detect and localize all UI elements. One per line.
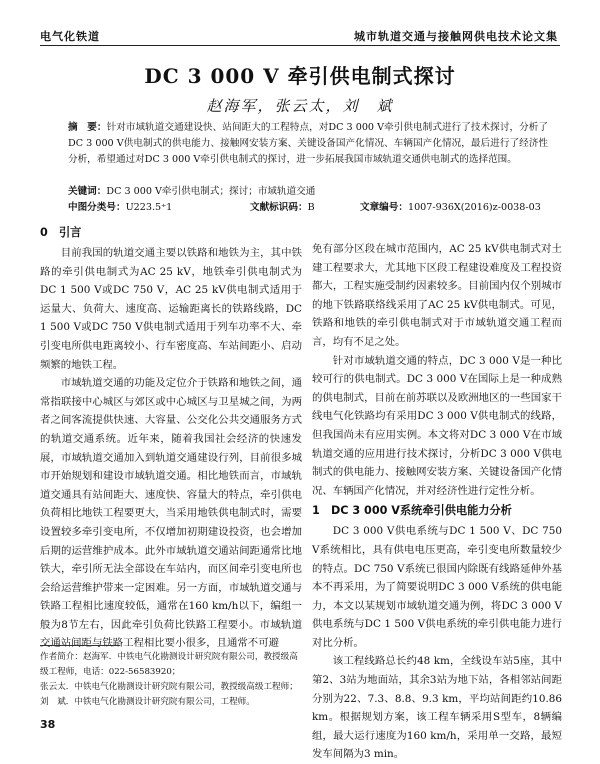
- page-number: 38: [40, 718, 56, 731]
- footnote-line-3: 刘 斌．中铁电气化勘测设计研究院有限公司，工程师。: [40, 697, 255, 707]
- doc-code: [250, 200, 315, 216]
- clc-number: [68, 200, 172, 216]
- abstract-label: 摘 要：: [68, 122, 107, 133]
- clc-value: U223.5⁺1: [125, 202, 173, 213]
- intro-paragraph-1: 目前我国的轨道交通主要以铁路和地铁为主，其中铁路的牵引供电制式为AC 25 kV，地铁牵引供电制式为DC 1 500 V或DC 750 V，AC 25 kV供电制式适用于运量大、负荷大、速度高、运输距离长的铁路线路，DC 1 500 V或DC 750 V供电制式适用于列车功率不大、牵引变电所供电距离较小、行车密度高、车站间距小、启动频繁的地铁工程。: [40, 247, 302, 371]
- header-rule: [40, 45, 560, 46]
- abstract-text: 针对市域轨道交通建设快、站间距大的工程特点，对DC 3 000 V牵引供电制式进行了技术探讨，分析了DC 3 000 V供电制式的供电能力、接触网安装方案、关键设备国产化情况、车辆国产化情况，最后进行了经济性分析，希望通过对DC 3 000 V牵引供电制式的探讨，进一步拓展我国市域轨道交通供电制式的选择范围。: [68, 122, 548, 165]
- right-paragraph-2: 针对市域轨道交通的特点，DC 3 000 V是一种比较可行的供电制式。DC 3 000 V在国际上是一种成熟的供电制式，目前在前苏联以及欧洲地区的一些国家干线电气化铁路均有采用DC 3 000 V供电制式的线路，但我国尚未有应用实例。本文将对DC 3 000 V在市域轨道交通的应用进行技术探讨，分析DC 3 000 V供电制式的供电能力、接触网安装方案、关键设备国产化情况、车辆国产化情况，并对经济性进行定性分析。: [312, 354, 562, 497]
- article-title: DC 3 000 V 牵引供电制式探讨: [144, 64, 456, 88]
- section-1-paragraph-1: DC 3 000 V供电系统与DC 1 500 V、DC 750 V系统相比，具有供电电压更高，牵引变电所数量较少的特点。DC 750 V系统已很国内除既有线路延伸外基本不再采用，为了简要说明DC 3 000 V系统的供电能力，本文以某规划市域轨道交通为例，将DC 3 000 V供电系统与DC 1 500 V供电系统的牵引供电能力进行对比分析。: [312, 525, 562, 649]
- intro-heading: 0 引言: [40, 226, 82, 239]
- keywords: [68, 184, 548, 200]
- right-paragraph-1: 免有部分区段在城市范围内，AC 25 kV供电制式对土建工程要求大，尤其地下区段工程建设难度及工程投资都大，工程实施受制约因素较多。目前国内仅个别城市的地下铁路联络线采用了AC 25 kV供电制式。可见，铁路和地铁的牵引供电制式对于市域轨道交通工程而言，均有不足之处。: [312, 243, 562, 348]
- journal-name-left: 电气化铁道: [40, 30, 100, 43]
- left-column: [40, 222, 302, 653]
- article-id: [360, 200, 541, 216]
- abstract: [68, 120, 548, 168]
- footnote-line-2: 张云太．中铁电气化勘测设计研究院有限公司，教授级高级工程师；: [40, 682, 298, 692]
- footnote-rule: [40, 645, 120, 646]
- section-1-heading: 1 DC 3 000 V系统牵引供电能力分析: [312, 504, 512, 518]
- doc-code-label: 文献标识码：: [250, 202, 308, 213]
- clc-label: 中图分类号：: [68, 202, 126, 213]
- keywords-text: DC 3 000 V牵引供电制式；探讨；市域轨道交通: [106, 186, 316, 197]
- author-footnote: [40, 650, 302, 710]
- intro-paragraph-2: 市域轨道交通的功能及定位介于铁路和地铁之间，通常指联接中心城区与郊区或中心城区与卫星城之间，为两者之间客流提供快速、大容量、公交化公共交通服务方式的轨道交通系统。近年来，随着我国社会经济的快速发展，市域轨道交通加入到轨道交通建设行列，目前很多城市开始规划和建设市域轨道交通。相比地铁而言，市域轨道交通具有站间距大、速度快、容量大的特点，牵引供电负荷相比地铁工程要更大，当采用地铁供电制式时，需要设置较多牵引变电所，不仅增加初期建设投资，也会增加后期的运营维护成本。此外市域轨道交通站间距通常比地铁大，牵引所无法全部设在车站内，而区间牵引变电所也会给运营维护带来一定困难。另一方面，市域轨道交通与铁路工程相比速度较低，通常在160 km/h以下，编组一般为8节左右，因此牵引负荷比铁路工程要小。市域轨道交通站间距与铁路工程相比要小很多，且通常不可避: [40, 377, 302, 650]
- article-id-value: 1007-936X(2016)z-0038-03: [407, 202, 541, 213]
- footnote-line-1: 作者简介：赵海军．中铁电气化勘测设计研究院有限公司，教授级高级工程师，电话：022-56583920；: [40, 652, 298, 677]
- page-header: [0, 0, 600, 43]
- keywords-label: 关键词：: [68, 186, 107, 197]
- journal-name-right: 城市轨道交通与接触网供电技术论文集: [354, 30, 558, 43]
- doc-code-value: B: [307, 202, 315, 213]
- article-authors: 赵海军，张云太，刘 斌: [206, 97, 394, 115]
- section-1-paragraph-2: 该工程线路总长约48 km，全线设车站5座，其中第2、3站为地面站，其余3站为地下站，各相邻站间距分别为22、7.3、8.8、9.3 km，平均站间距约10.86 km。根据规划方案，该工程车辆采用S型车，8辆编组，最大运行速度为160 km/h，采用单一交路，最短发车间隔为3 min。: [312, 655, 562, 761]
- article-id-label: 文章编号：: [360, 202, 408, 213]
- right-column: [312, 240, 562, 764]
